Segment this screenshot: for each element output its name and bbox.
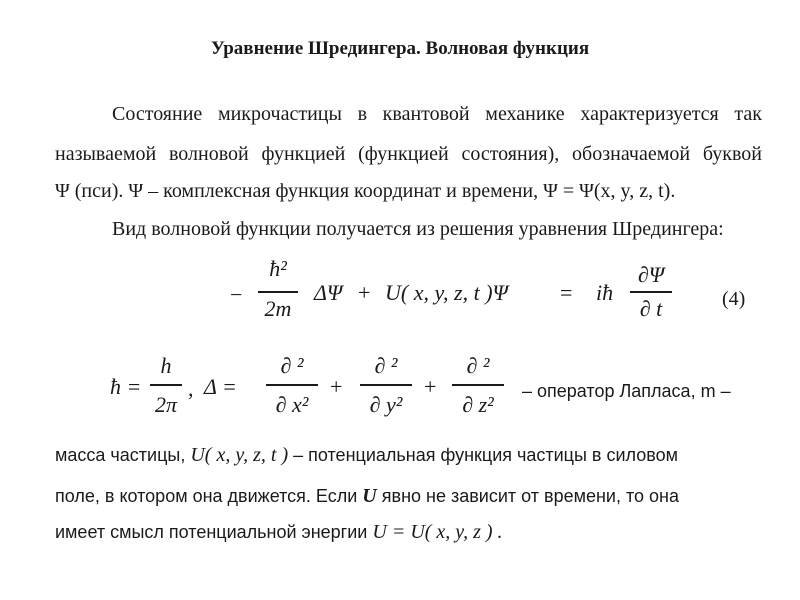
eq-hbar2: ħ²: [269, 256, 287, 281]
laplace-symbol: Δ =: [204, 374, 237, 399]
laplace-bar-z: [452, 384, 504, 386]
p3-l2-a: поле, в котором она движется. Если: [55, 486, 358, 506]
eq-fraction-bar-1: [258, 291, 298, 293]
eq-minus: −: [230, 282, 243, 307]
hbar-h: h: [160, 353, 172, 378]
eq-dpsi: ∂Ψ: [637, 262, 665, 287]
laplace-dx2: ∂ x²: [275, 392, 309, 417]
eq-plus: +: [358, 280, 371, 305]
laplace-dy2: ∂ y²: [369, 392, 403, 417]
eq-i-hbar: iħ: [596, 280, 614, 305]
eq-dt: ∂ t: [639, 296, 663, 321]
p3-l1-b: – потенциальная функция частицы в силовом: [293, 445, 679, 465]
p3-l1-a: масса частицы,: [55, 445, 186, 465]
laplace-plus-2: +: [424, 374, 437, 399]
laplace-operator-text: – оператор Лапласа, m –: [522, 381, 731, 401]
paragraph3-line1: [55, 444, 765, 467]
eq-two-m: 2m: [264, 296, 292, 321]
p3-l2-u: U: [362, 485, 377, 507]
paragraph1-line1: Состояние микрочастицы в квантовой механике характеризуется так: [112, 103, 762, 125]
eq-equals: =: [560, 280, 573, 305]
laplace-d2-y: ∂ ²: [374, 353, 398, 378]
hbar-comma: ,: [188, 376, 194, 401]
laplace-d2-x: ∂ ²: [280, 353, 304, 378]
eq-potential-psi: U( x, y, z, t )Ψ: [385, 280, 508, 305]
paragraph3-line2: [55, 485, 765, 508]
paragraph2-line1: Вид волновой функции получается из решения уравнения Шредингера:: [112, 218, 724, 240]
p3-l2-b: явно не зависит от времени, то она: [381, 486, 680, 506]
laplace-plus-1: +: [330, 374, 343, 399]
eq-delta-psi: ΔΨ: [314, 280, 343, 305]
laplace-dz2: ∂ z²: [462, 392, 494, 417]
p3-l3-eq: U = U( x, y, z ) .: [372, 521, 503, 543]
hbar-fraction-bar: [150, 384, 182, 386]
hbar-equals: ħ =: [110, 374, 142, 399]
eq-fraction-bar-2: [630, 291, 672, 293]
paragraph1-line2: называемой волновой функцией (функцией состояния), обозначаемой буквой: [55, 143, 762, 165]
hbar-two-pi: 2π: [154, 392, 178, 417]
eq-label: (4): [722, 288, 746, 310]
p3-l1-u: U( x, y, z, t ): [190, 444, 289, 466]
page-title: Уравнение Шредингера. Волновая функция: [210, 38, 590, 59]
laplace-bar-x: [266, 384, 318, 386]
laplace-d2-z: ∂ ²: [466, 353, 490, 378]
paragraph1-line3: Ψ (пси). Ψ – комплексная функция координат и времени, Ψ = Ψ(x, y, z, t).: [55, 180, 676, 202]
p3-l3-a: имеет смысл потенциальной энергии: [55, 522, 368, 542]
laplace-bar-y: [360, 384, 412, 386]
paragraph3-line3: [55, 521, 765, 544]
